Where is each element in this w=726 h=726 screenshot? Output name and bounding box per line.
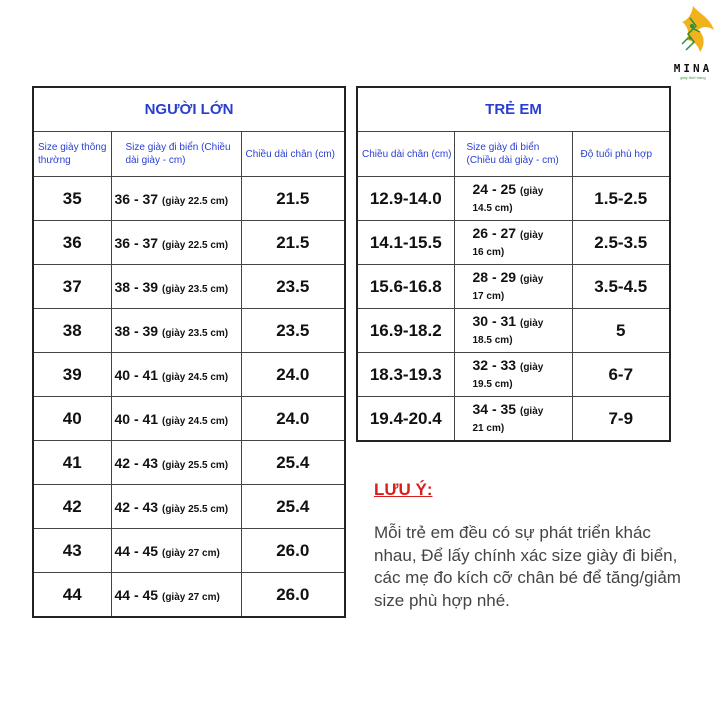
- header-foot-length: Chiều dài chân (cm): [357, 132, 454, 177]
- table-row: [357, 397, 670, 442]
- header-beach-size: Size giày đi biển (Chiều dài giày - cm): [111, 132, 241, 177]
- foot-length-cell: 14.1-15.5: [357, 221, 454, 265]
- logo-sub-text: giày thời trang: [680, 75, 706, 80]
- shoe-length-note: 16 cm): [472, 246, 505, 258]
- shoe-length-note: (giày 23.5 cm): [161, 283, 229, 295]
- kids-table-title: TRẺ EM: [357, 87, 670, 132]
- shoe-length-note: (giày 24.5 cm): [161, 371, 229, 383]
- foot-length-cell: 26.0: [241, 529, 345, 573]
- beach-size-cell: [111, 485, 241, 529]
- beach-size-cell: [111, 221, 241, 265]
- shoe-length-note: (giày 22.5 cm): [161, 239, 229, 251]
- note-body: Mỗi trẻ em đều có sự phát triển khác nhau, Để lấy chính xác size giày đi biển, các mẹ đo kích cỡ chân bé để tăng/giảm size phù hợp nhé.: [374, 523, 681, 610]
- beach-size-value: 38 - 39: [114, 278, 159, 295]
- kids-size-table: [356, 86, 671, 442]
- shoe-length-note: (giày: [519, 229, 544, 241]
- age-range-cell: 7-9: [572, 397, 670, 442]
- beach-size-cell: [454, 309, 572, 353]
- foot-length-cell: 24.0: [241, 397, 345, 441]
- table-row: [33, 441, 345, 485]
- brand-logo: [664, 4, 722, 80]
- beach-size-value: 26 - 27: [472, 224, 517, 241]
- beach-size-value: 40 - 41: [114, 366, 159, 383]
- shoe-length-note: 19.5 cm): [472, 378, 513, 390]
- adult-size-table: [32, 86, 346, 618]
- normal-size-cell: 35: [33, 177, 111, 221]
- age-range-cell: 6-7: [572, 353, 670, 397]
- table-row: [33, 485, 345, 529]
- table-row: [357, 309, 670, 353]
- foot-length-cell: 12.9-14.0: [357, 177, 454, 221]
- table-row: [357, 177, 670, 221]
- table-row: [33, 573, 345, 618]
- normal-size-cell: 44: [33, 573, 111, 618]
- shoe-length-note: (giày 27 cm): [161, 591, 220, 603]
- shoe-length-note: (giày 22.5 cm): [161, 195, 229, 207]
- normal-size-cell: 42: [33, 485, 111, 529]
- table-row: [33, 177, 345, 221]
- beach-size-value: 42 - 43: [114, 454, 159, 471]
- beach-size-value: 44 - 45: [114, 542, 159, 559]
- beach-size-value: 30 - 31: [472, 312, 517, 329]
- beach-size-value: 32 - 33: [472, 356, 517, 373]
- beach-size-cell: [454, 221, 572, 265]
- table-row: [33, 397, 345, 441]
- shoe-length-note: 14.5 cm): [472, 202, 513, 214]
- beach-size-cell: [454, 353, 572, 397]
- header-beach-size: Size giày đi biển (Chiều dài giày - cm): [454, 132, 572, 177]
- beach-size-cell: [454, 177, 572, 221]
- beach-size-value: 36 - 37: [114, 190, 159, 207]
- table-row: [33, 353, 345, 397]
- beach-size-cell: [111, 265, 241, 309]
- foot-length-cell: 25.4: [241, 485, 345, 529]
- shoe-length-note: 17 cm): [472, 290, 505, 302]
- header-normal-size: Size giày thông thường: [33, 132, 111, 177]
- age-range-cell: 5: [572, 309, 670, 353]
- beach-size-value: 36 - 37: [114, 234, 159, 251]
- foot-length-cell: 23.5: [241, 309, 345, 353]
- table-row: [33, 221, 345, 265]
- shoe-length-note: (giày: [519, 405, 544, 417]
- normal-size-cell: 38: [33, 309, 111, 353]
- logo-brand-text: MINA: [673, 62, 713, 75]
- beach-size-cell: [111, 309, 241, 353]
- header-age-range: Độ tuổi phù hợp: [572, 132, 670, 177]
- beach-size-cell: [111, 573, 241, 618]
- normal-size-cell: 39: [33, 353, 111, 397]
- table-row: [357, 353, 670, 397]
- foot-length-cell: 21.5: [241, 177, 345, 221]
- shoe-length-note: (giày 23.5 cm): [161, 327, 229, 339]
- shoe-length-note: 21 cm): [472, 422, 505, 434]
- shoe-length-note: 18.5 cm): [472, 334, 513, 346]
- shoe-length-note: (giày 25.5 cm): [161, 459, 229, 471]
- beach-size-cell: [111, 441, 241, 485]
- beach-size-value: 44 - 45: [114, 586, 159, 603]
- beach-size-cell: [454, 265, 572, 309]
- beach-size-value: 42 - 43: [114, 498, 159, 515]
- foot-length-cell: 15.6-16.8: [357, 265, 454, 309]
- age-range-cell: 3.5-4.5: [572, 265, 670, 309]
- beach-size-cell: [454, 397, 572, 442]
- note-title: LƯU Ý:: [374, 480, 433, 499]
- normal-size-cell: 43: [33, 529, 111, 573]
- foot-length-cell: 26.0: [241, 573, 345, 618]
- shoe-length-note: (giày 25.5 cm): [161, 503, 229, 515]
- adult-table-title: NGƯỜI LỚN: [33, 87, 345, 132]
- header-foot-length: Chiều dài chân (cm): [241, 132, 345, 177]
- beach-size-value: 34 - 35: [472, 400, 517, 417]
- table-row: [33, 265, 345, 309]
- shoe-length-note: (giày: [519, 317, 544, 329]
- foot-length-cell: 16.9-18.2: [357, 309, 454, 353]
- beach-size-value: 24 - 25: [472, 180, 517, 197]
- shoe-length-note: (giày 27 cm): [161, 547, 220, 559]
- age-range-cell: 2.5-3.5: [572, 221, 670, 265]
- table-row: [357, 221, 670, 265]
- foot-length-cell: 19.4-20.4: [357, 397, 454, 442]
- normal-size-cell: 37: [33, 265, 111, 309]
- table-row: [33, 529, 345, 573]
- shoe-length-note: (giày: [519, 361, 544, 373]
- normal-size-cell: 40: [33, 397, 111, 441]
- logo-emblem-icon: [670, 4, 716, 62]
- age-range-cell: 1.5-2.5: [572, 177, 670, 221]
- beach-size-value: 28 - 29: [472, 268, 517, 285]
- shoe-length-note: (giày 24.5 cm): [161, 415, 229, 427]
- foot-length-cell: 21.5: [241, 221, 345, 265]
- shoe-length-note: (giày: [519, 185, 544, 197]
- normal-size-cell: 41: [33, 441, 111, 485]
- foot-length-cell: 23.5: [241, 265, 345, 309]
- beach-size-value: 40 - 41: [114, 410, 159, 427]
- table-row: [33, 309, 345, 353]
- shoe-length-note: (giày: [519, 273, 544, 285]
- foot-length-cell: 18.3-19.3: [357, 353, 454, 397]
- beach-size-cell: [111, 177, 241, 221]
- normal-size-cell: 36: [33, 221, 111, 265]
- table-row: [357, 265, 670, 309]
- foot-length-cell: 24.0: [241, 353, 345, 397]
- beach-size-cell: [111, 397, 241, 441]
- beach-size-cell: [111, 353, 241, 397]
- foot-length-cell: 25.4: [241, 441, 345, 485]
- beach-size-value: 38 - 39: [114, 322, 159, 339]
- beach-size-cell: [111, 529, 241, 573]
